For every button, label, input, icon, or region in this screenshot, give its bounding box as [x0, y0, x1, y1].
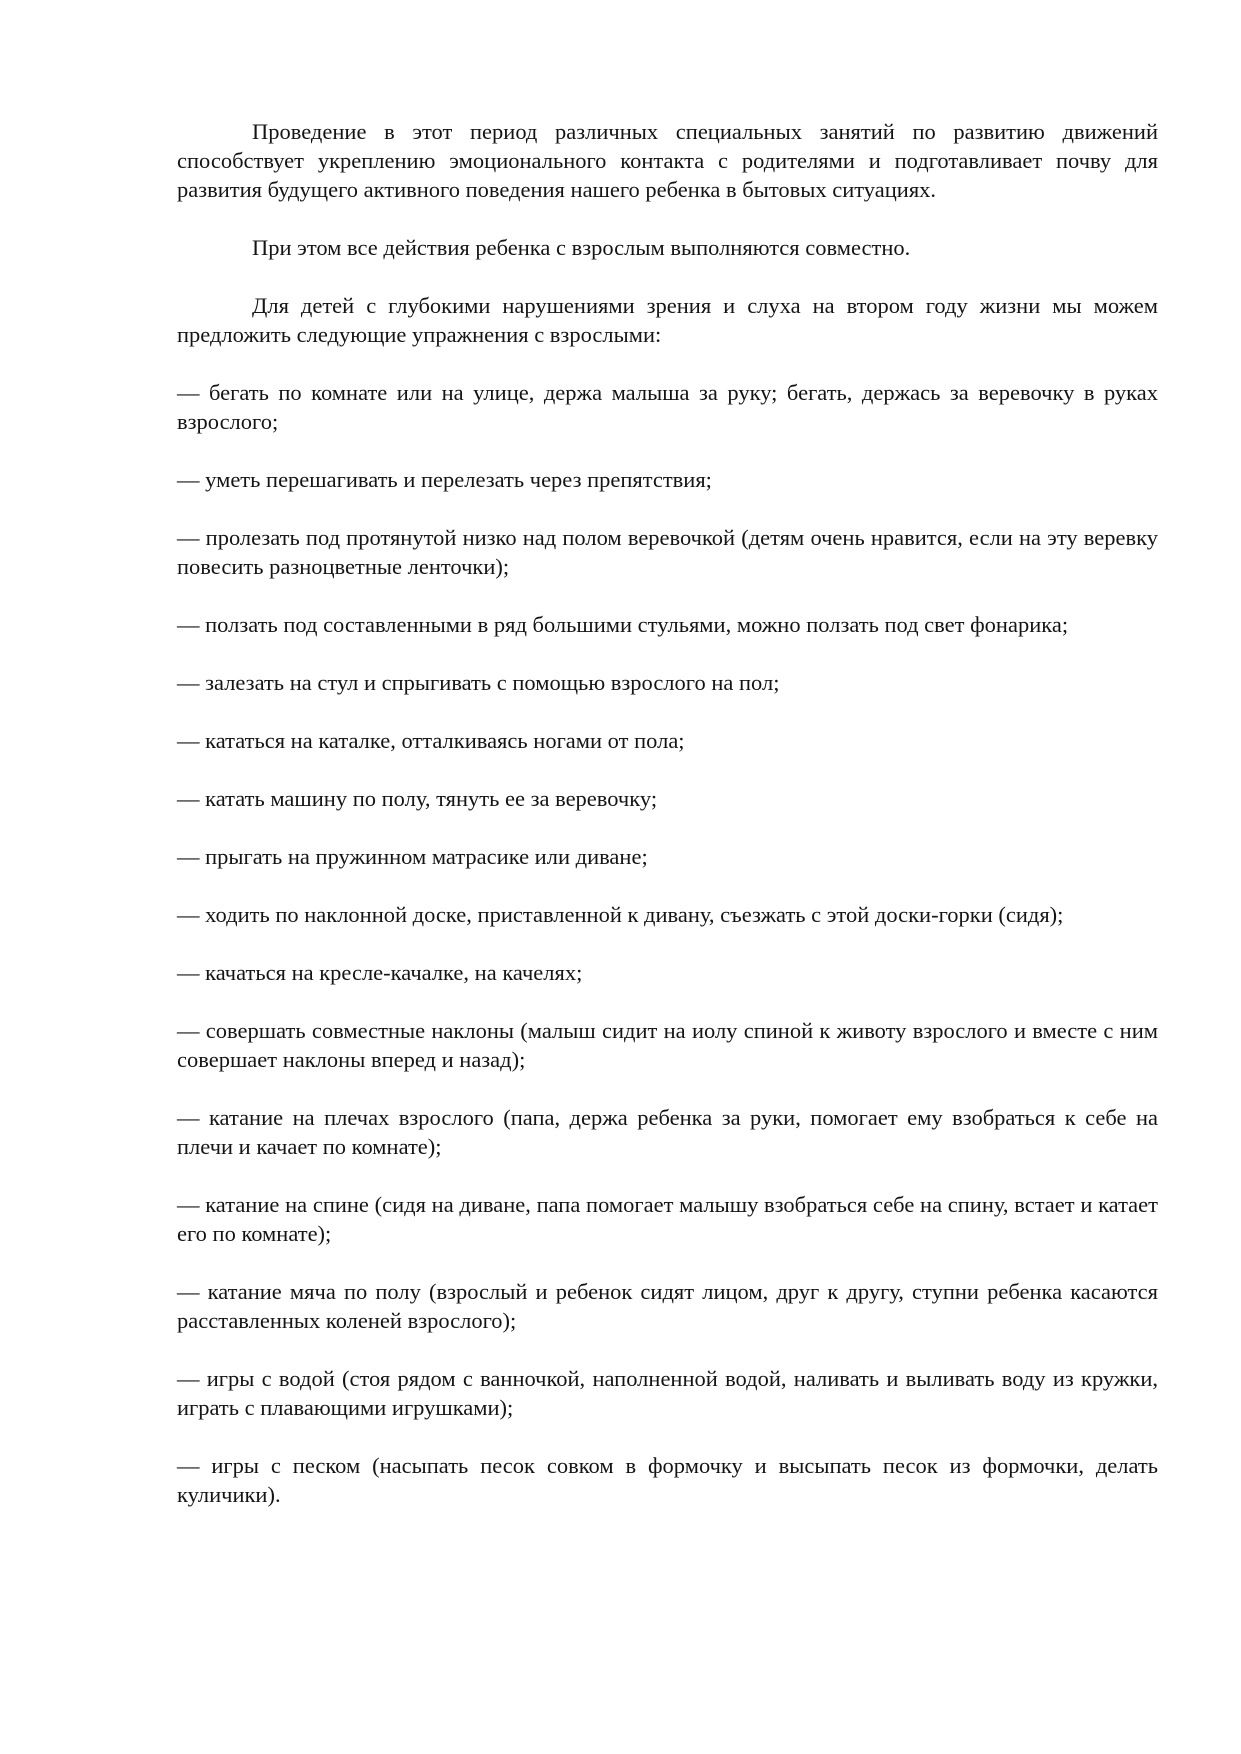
paragraph-intro: Проведение в этот период различных специальных занятий по развитию движений способствует укреплению эмоционального контакта с родителями и подготавливает почву для развития будущего активного поведения нашего ребенка в бытовых ситуациях.	[177, 119, 1158, 202]
list-item: — катать машину по полу, тянуть ее за веревочку;	[177, 786, 658, 811]
list-item: — пролезать под протянутой низко над полом веревочкой (детям очень нравится, если на эту веревку повесить разноцветные ленточки);	[177, 525, 1158, 579]
list-item: — ползать под составленными в ряд большими стульями, можно ползать под свет фонарика;	[177, 612, 1069, 637]
list-item: — уметь перешагивать и перелезать через препятствия;	[177, 467, 712, 492]
list-item: — игры с песком (насыпать песок совком в формочку и высыпать песок из формочки, делать куличики).	[177, 1453, 1158, 1507]
list-item: — катание на плечах взрослого (папа, держа ребенка за руки, помогает ему взобраться к себе на плечи и качает по комнате);	[177, 1105, 1158, 1159]
list-item: — бегать по комнате или на улице, держа малыша за руку; бегать, держась за веревочку в руках взрослого;	[177, 380, 1158, 434]
list-item: — прыгать на пружинном матрасике или диване;	[177, 844, 648, 869]
paragraph-exercises-intro: Для детей с глубокими нарушениями зрения и слуха на втором году жизни мы можем предложить следующие упражнения с взрослыми:	[177, 293, 1158, 347]
list-item: — ходить по наклонной доске, приставленной к дивану, съезжать с этой доски-горки (сидя);	[177, 902, 1064, 927]
list-item: — игры с водой (стоя рядом с ванночкой, наполненной водой, наливать и выливать воду из кружки, играть с плавающими игрушками);	[177, 1366, 1158, 1420]
list-item: — качаться на кресле-качалке, на качелях;	[177, 960, 583, 985]
list-item: — кататься на каталке, отталкиваясь ногами от пола;	[177, 728, 685, 753]
list-item: — катание мяча по полу (взрослый и ребенок сидят лицом, друг к другу, ступни ребенка касаются расставленных коленей взрослого);	[177, 1279, 1158, 1333]
list-item: — катание на спине (сидя на диване, папа помогает малышу взобраться себе на спину, встает и катает его по комнате);	[177, 1192, 1158, 1246]
document-body	[177, 117, 1158, 1538]
list-item: — совершать совместные наклоны (малыш сидит на иолу спиной к животу взрослого и вместе с ним совершает наклоны вперед и назад);	[177, 1018, 1158, 1072]
list-item: — залезать на стул и спрыгивать с помощью взрослого на пол;	[177, 670, 780, 695]
paragraph-joint-actions: При этом все действия ребенка с взрослым выполняются совместно.	[252, 235, 911, 260]
